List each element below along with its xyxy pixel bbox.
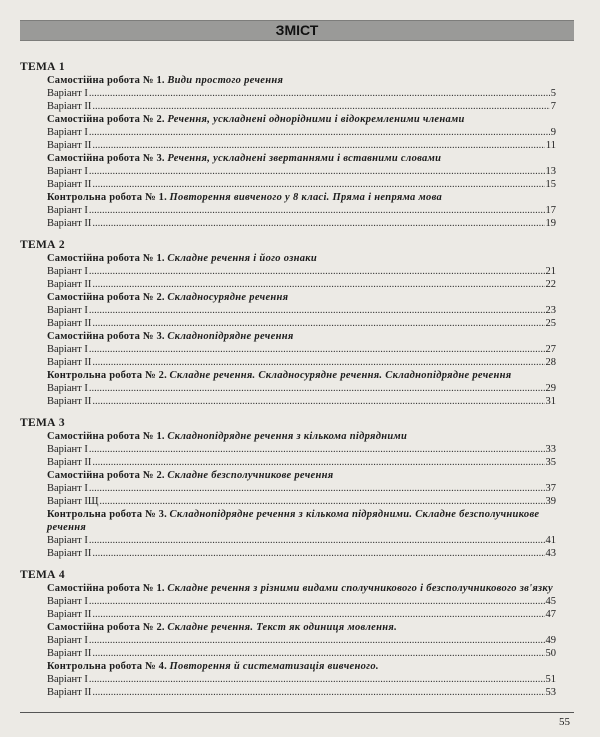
work-description: Речення, ускладнені однорідними і відокремленими членами — [167, 114, 465, 125]
topic-heading: ТЕМА 4 — [20, 569, 65, 581]
variant-page-number: 13 — [545, 166, 556, 177]
toc-entry-variant[interactable] — [47, 608, 556, 621]
variant-page-number: 5 — [550, 88, 556, 99]
work-title — [47, 291, 556, 304]
dot-leader — [92, 278, 544, 291]
work-entry — [20, 508, 556, 560]
page-title: ЗМІСТ — [20, 20, 574, 41]
dot-leader — [89, 304, 545, 317]
work-entry — [20, 330, 556, 369]
dot-leader — [89, 595, 545, 608]
variant-page-number: 17 — [545, 205, 556, 216]
toc-entry-variant[interactable] — [47, 165, 556, 178]
dot-leader — [89, 673, 545, 686]
work-entry — [20, 191, 556, 230]
work-entry — [20, 113, 556, 152]
work-title — [47, 621, 556, 634]
work-kind: Самостійна робота № 1. — [47, 583, 165, 594]
toc-entry-variant[interactable] — [47, 356, 556, 369]
dot-leader — [92, 647, 544, 660]
toc-entry-variant[interactable] — [47, 686, 556, 699]
variant-label: Варіант II — [47, 140, 92, 151]
variant-label: Варіант II — [47, 101, 92, 112]
work-description: Складне речення і його ознаки — [167, 253, 318, 264]
variant-label: Варіант II — [47, 179, 92, 190]
table-of-contents — [20, 60, 556, 699]
dot-leader — [92, 395, 544, 408]
dot-leader — [92, 456, 544, 469]
topic-heading: ТЕМА 1 — [20, 61, 65, 73]
work-description: Повторення вивченого у 8 класі. Пряма і непряма мова — [169, 192, 443, 203]
work-title — [47, 191, 556, 204]
variant-page-number: 15 — [545, 179, 556, 190]
work-title — [47, 660, 556, 673]
variant-page-number: 45 — [545, 596, 556, 607]
variant-page-number: 50 — [545, 648, 556, 659]
toc-entry-variant[interactable] — [47, 534, 556, 547]
work-title — [47, 508, 556, 534]
dot-leader — [89, 534, 545, 547]
dot-leader — [89, 482, 545, 495]
toc-entry-variant[interactable] — [47, 304, 556, 317]
work-kind: Самостійна робота № 2. — [47, 114, 165, 125]
variant-page-number: 35 — [545, 457, 556, 468]
variant-page-number: 39 — [545, 496, 556, 507]
variant-page-number: 37 — [545, 483, 556, 494]
work-title — [47, 252, 556, 265]
dot-leader — [89, 165, 545, 178]
variant-label: Варіант II — [47, 457, 92, 468]
dot-leader — [92, 139, 545, 152]
variant-label: Варіант II — [47, 687, 92, 698]
work-title — [47, 369, 556, 382]
variant-label: Варіант II — [47, 357, 92, 368]
dot-leader — [89, 634, 545, 647]
variant-label: Варіант II — [47, 548, 92, 559]
toc-entry-variant[interactable] — [47, 443, 556, 456]
variant-page-number: 49 — [545, 635, 556, 646]
variant-label: Варіант II — [47, 318, 92, 329]
topic-heading: ТЕМА 2 — [20, 239, 65, 251]
work-title — [47, 330, 556, 343]
work-title — [47, 582, 556, 595]
variant-label: Варіант I — [47, 344, 88, 355]
work-entry — [20, 621, 556, 660]
toc-entry-variant[interactable] — [47, 647, 556, 660]
dot-leader — [92, 217, 544, 230]
work-entry — [20, 430, 556, 469]
toc-entry-variant[interactable] — [47, 456, 556, 469]
work-title — [47, 113, 556, 126]
variant-page-number: 25 — [545, 318, 556, 329]
work-description: Складнопідрядне речення з кількома підрядними. Складне безсполучникове речення — [47, 509, 540, 533]
dot-leader — [92, 317, 544, 330]
variant-label: Варіант I — [47, 674, 88, 685]
variant-page-number: 23 — [545, 305, 556, 316]
work-kind: Контрольна робота № 4. — [47, 661, 167, 672]
work-entry — [20, 291, 556, 330]
variant-page-number: 53 — [545, 687, 556, 698]
dot-leader — [92, 547, 544, 560]
dot-leader — [89, 87, 550, 100]
work-title — [47, 74, 556, 87]
variant-page-number: 22 — [545, 279, 556, 290]
work-description: Складне речення. Складносурядне речення. Складнопідрядне речення — [169, 370, 512, 381]
variant-page-number: 33 — [545, 444, 556, 455]
variant-label: Варіант II — [47, 396, 92, 407]
toc-entry-variant[interactable] — [47, 265, 556, 278]
work-kind: Самостійна робота № 3. — [47, 153, 165, 164]
variant-page-number: 41 — [545, 535, 556, 546]
dot-leader — [92, 100, 549, 113]
toc-entry-variant[interactable] — [47, 482, 556, 495]
toc-entry-variant[interactable] — [47, 395, 556, 408]
dot-leader — [89, 382, 545, 395]
variant-label: Варіант I — [47, 444, 88, 455]
dot-leader — [92, 356, 544, 369]
variant-label: Варіант II — [47, 609, 92, 620]
variant-page-number: 47 — [545, 609, 556, 620]
toc-entry-variant[interactable] — [47, 595, 556, 608]
dot-leader — [89, 343, 545, 356]
work-entry — [20, 369, 556, 408]
work-description: Складнопідрядне речення — [167, 331, 294, 342]
toc-entry-variant[interactable] — [47, 217, 556, 230]
variant-page-number: 31 — [545, 396, 556, 407]
dot-leader — [92, 608, 544, 621]
work-entry — [20, 582, 556, 621]
variant-page-number: 43 — [545, 548, 556, 559]
toc-entry-variant[interactable] — [47, 87, 556, 100]
toc-entry-variant[interactable] — [47, 495, 556, 508]
variant-page-number: 27 — [545, 344, 556, 355]
work-kind: Самостійна робота № 3. — [47, 331, 165, 342]
variant-page-number: 28 — [545, 357, 556, 368]
variant-label: Варіант I — [47, 596, 88, 607]
work-description: Складнопідрядне речення з кількома підрядними — [167, 431, 408, 442]
work-kind: Самостійна робота № 2. — [47, 470, 165, 481]
dot-leader — [89, 443, 545, 456]
variant-label: Варіант I — [47, 127, 88, 138]
variant-label: Варіант II — [47, 648, 92, 659]
toc-entry-variant[interactable] — [47, 547, 556, 560]
work-description: Повторення й систематизація вивченого. — [169, 661, 379, 672]
topic-heading: ТЕМА 3 — [20, 417, 65, 429]
dot-leader — [89, 265, 545, 278]
work-description: Складне речення. Текст як одиниця мовлення. — [167, 622, 398, 633]
work-description: Складне речення з різними видами сполучникового і безсполучникового зв'язку — [167, 583, 554, 594]
variant-page-number: 51 — [545, 674, 556, 685]
variant-label: Варіант I — [47, 88, 88, 99]
work-description: Види простого речення — [167, 75, 284, 86]
work-description: Складносурядне речення — [167, 292, 289, 303]
variant-page-number: 7 — [550, 101, 556, 112]
toc-entry-variant[interactable] — [47, 278, 556, 291]
toc-entry-variant[interactable] — [47, 204, 556, 217]
variant-label: Варіант I — [47, 266, 88, 277]
dot-leader — [92, 178, 544, 191]
variant-label: Варіант I — [47, 305, 88, 316]
variant-page-number: 29 — [545, 383, 556, 394]
variant-label: Варіант II — [47, 218, 92, 229]
work-entry — [20, 152, 556, 191]
footer-divider — [20, 712, 574, 713]
variant-label: Варіант I — [47, 383, 88, 394]
toc-entry-variant[interactable] — [47, 634, 556, 647]
toc-entry-variant[interactable] — [47, 673, 556, 686]
toc-entry-variant[interactable] — [47, 382, 556, 395]
variant-label: Варіант I — [47, 535, 88, 546]
work-kind: Контрольна робота № 1. — [47, 192, 167, 203]
work-kind: Самостійна робота № 1. — [47, 253, 165, 264]
work-kind: Самостійна робота № 1. — [47, 431, 165, 442]
toc-entry-variant[interactable] — [47, 317, 556, 330]
work-entry — [20, 252, 556, 291]
dot-leader — [99, 495, 544, 508]
work-description: Речення, ускладнені звертаннями і вставними словами — [167, 153, 442, 164]
work-kind: Контрольна робота № 3. — [47, 509, 167, 520]
variant-label: Варіант I — [47, 166, 88, 177]
variant-page-number: 11 — [545, 140, 556, 151]
page-number: 55 — [559, 716, 570, 728]
variant-page-number: 19 — [545, 218, 556, 229]
toc-entry-variant[interactable] — [47, 126, 556, 139]
dot-leader — [89, 204, 545, 217]
work-title — [47, 430, 556, 443]
variant-page-number: 9 — [550, 127, 556, 138]
toc-entry-variant[interactable] — [47, 139, 556, 152]
dot-leader — [92, 686, 544, 699]
work-entry — [20, 660, 556, 699]
work-kind: Контрольна робота № 2. — [47, 370, 167, 381]
toc-entry-variant[interactable] — [47, 343, 556, 356]
toc-entry-variant[interactable] — [47, 100, 556, 113]
work-title — [47, 469, 556, 482]
variant-label: Варіант I — [47, 635, 88, 646]
variant-label: Варіант ІЩ — [47, 496, 99, 507]
variant-label: Варіант I — [47, 483, 88, 494]
work-title — [47, 152, 556, 165]
variant-label: Варіант I — [47, 205, 88, 216]
work-entry — [20, 74, 556, 113]
variant-page-number: 21 — [545, 266, 556, 277]
work-entry — [20, 469, 556, 508]
work-kind: Самостійна робота № 2. — [47, 292, 165, 303]
work-description: Складне безсполучникове речення — [167, 470, 334, 481]
work-kind: Самостійна робота № 1. — [47, 75, 165, 86]
variant-label: Варіант II — [47, 279, 92, 290]
toc-entry-variant[interactable] — [47, 178, 556, 191]
work-kind: Самостійна робота № 2. — [47, 622, 165, 633]
dot-leader — [89, 126, 550, 139]
